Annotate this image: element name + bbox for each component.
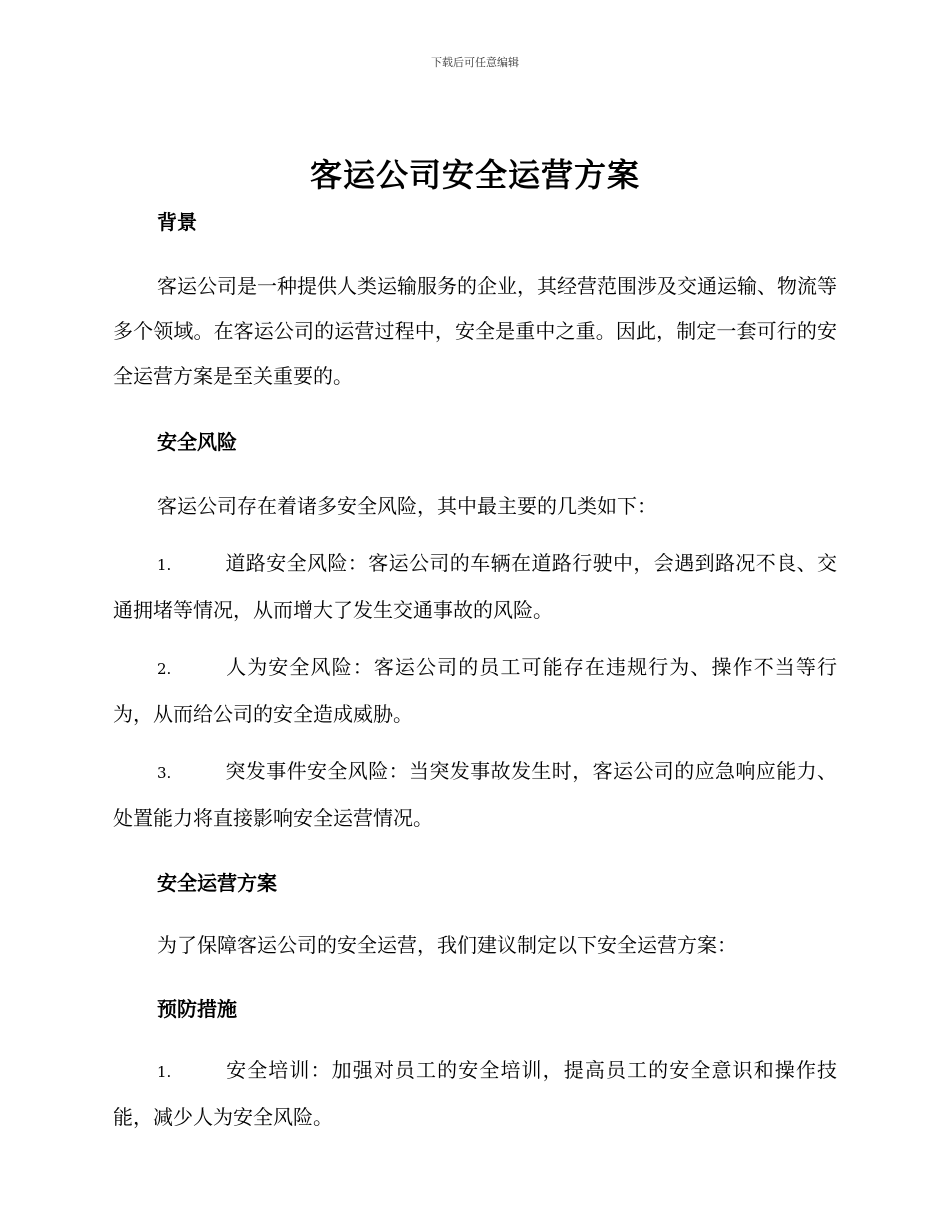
list-item-number: 2.: [157, 660, 172, 678]
document-body: [113, 206, 837, 1140]
section-heading-safety-plan: 安全运营方案: [157, 871, 277, 895]
list-item-number: 3.: [157, 764, 172, 782]
list-item: [113, 645, 837, 737]
list-item-number: 1.: [157, 1063, 172, 1081]
page-header-note: 下载后可任意编辑: [431, 56, 519, 69]
document-title: 客运公司安全运营方案: [309, 156, 640, 194]
list-item-text: 道路安全风险：客运公司的车辆在道路行驶中，会遇到路况不良、交通拥堵等情况，从而增大了发生交通事故的风险。: [113, 551, 837, 622]
list-item: [113, 1048, 837, 1140]
list-item-text: 人为安全风险：客运公司的员工可能存在违规行为、操作不当等行为，从而给公司的安全造成威胁。: [113, 655, 837, 726]
background-paragraph: 客运公司是一种提供人类运输服务的企业，其经营范围涉及交通运输、物流等多个领域。在客运公司的运营过程中，安全是重中之重。因此，制定一套可行的安全运营方案是至关重要的。: [113, 274, 837, 388]
list-item: [113, 749, 837, 841]
section-heading-safety-risks: 安全风险: [157, 430, 237, 454]
list-item-text: 安全培训：加强对员工的安全培训，提高员工的安全意识和操作技能，减少人为安全风险。: [113, 1058, 837, 1129]
section-heading-prevention: 预防措施: [157, 997, 237, 1021]
section-heading-background: 背景: [157, 210, 197, 234]
list-item: [113, 541, 837, 633]
safety-risks-intro: 客运公司存在着诸多安全风险，其中最主要的几类如下：: [157, 494, 657, 518]
safety-plan-intro: 为了保障客运公司的安全运营，我们建议制定以下安全运营方案：: [157, 933, 737, 957]
list-item-text: 突发事件安全风险：当突发事故发生时，客运公司的应急响应能力、处置能力将直接影响安全运营情况。: [113, 759, 837, 830]
list-item-number: 1.: [157, 556, 172, 574]
